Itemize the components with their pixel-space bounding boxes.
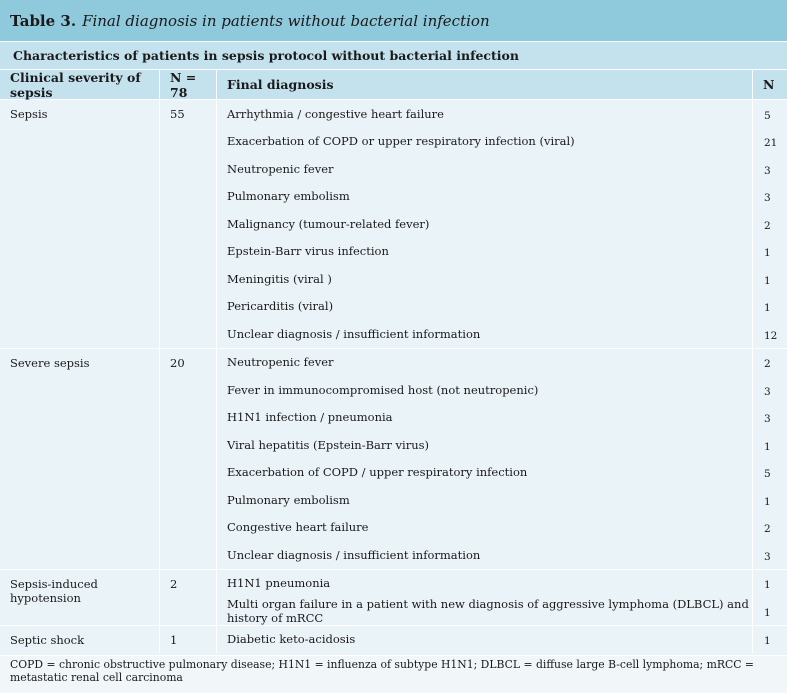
diagnosis-list <box>217 349 787 569</box>
diagnosis-cell: Unclear diagnosis / insufficient information <box>217 541 753 569</box>
severity-cell: Septic shock <box>0 626 160 654</box>
count-cell: 55 <box>160 100 217 348</box>
n-cell: 1 <box>764 440 771 453</box>
diagnosis-cell: Meningitis (viral ) <box>217 265 753 293</box>
n-cell: 2 <box>764 358 771 371</box>
n-cell: 3 <box>764 413 771 426</box>
diagnosis-cell: Arrhythmia / congestive heart failure <box>217 100 753 128</box>
diagnosis-cell: Exacerbation of COPD or upper respiratory infection (viral) <box>217 128 753 156</box>
table-row <box>217 238 787 266</box>
table-row <box>217 155 787 183</box>
n-cell: 2 <box>764 523 771 536</box>
column-header-diagnosis: Final diagnosis <box>217 70 753 99</box>
table-row <box>217 376 787 404</box>
diagnosis-cell: Pulmonary embolism <box>217 486 753 514</box>
diagnosis-cell: Neutropenic fever <box>217 349 753 377</box>
column-header-n-total: N = 78 <box>160 70 217 99</box>
n-cell: 2 <box>764 219 771 232</box>
column-header-severity: Clinical severity of sepsis <box>0 70 160 99</box>
diagnosis-cell: Unclear diagnosis / insufficient information <box>217 320 753 348</box>
diagnosis-list <box>217 626 787 654</box>
severity-cell: Severe sepsis <box>0 349 160 569</box>
table-row <box>217 210 787 238</box>
n-cell: 1 <box>764 635 771 648</box>
table-row <box>217 514 787 542</box>
table-row <box>217 349 787 377</box>
table-row <box>217 100 787 128</box>
table-row <box>217 404 787 432</box>
n-cell: 12 <box>764 329 778 342</box>
severity-group <box>0 348 787 569</box>
diagnosis-cell: Epstein-Barr virus infection <box>217 238 753 266</box>
severity-group <box>0 569 787 625</box>
severity-group <box>0 99 787 348</box>
table-row <box>217 626 787 654</box>
diagnosis-cell: Fever in immunocompromised host (not neutropenic) <box>217 376 753 404</box>
table-row <box>217 541 787 569</box>
diagnosis-list <box>217 100 787 348</box>
diagnosis-cell: Diabetic keto-acidosis <box>217 626 753 654</box>
table-row <box>217 128 787 156</box>
table-row <box>217 570 787 598</box>
n-cell: 3 <box>764 385 771 398</box>
table-title: Final diagnosis in patients without bacterial infection <box>82 11 490 30</box>
n-cell: 5 <box>764 109 771 122</box>
n-cell: 1 <box>764 302 771 315</box>
column-header-row <box>0 69 787 99</box>
count-cell: 2 <box>160 570 217 625</box>
severity-cell: Sepsis-induced hypotension <box>0 570 160 625</box>
table-row <box>217 597 787 625</box>
n-cell: 1 <box>764 495 771 508</box>
diagnosis-cell: H1N1 pneumonia <box>217 570 753 598</box>
table-row <box>217 486 787 514</box>
severity-cell: Sepsis <box>0 100 160 348</box>
table-row <box>217 431 787 459</box>
diagnosis-cell: Congestive heart failure <box>217 514 753 542</box>
table-body <box>0 99 787 653</box>
count-cell: 1 <box>160 626 217 654</box>
diagnosis-cell: H1N1 infection / pneumonia <box>217 404 753 432</box>
diagnosis-cell: Pulmonary embolism <box>217 183 753 211</box>
diagnosis-cell: Malignancy (tumour-related fever) <box>217 210 753 238</box>
table-row <box>217 293 787 321</box>
n-cell: 3 <box>764 192 771 205</box>
table-footnote: COPD = chronic obstructive pulmonary disease; H1N1 = influenza of subtype H1N1; DLBCL = diffuse large B-cell lymphoma; mRCC = metastatic renal cell carcinoma <box>0 655 787 693</box>
table-subheading: Characteristics of patients in sepsis protocol without bacterial infection <box>0 41 787 69</box>
diagnosis-cell: Multi organ failure in a patient with new diagnosis of aggressive lymphoma (DLBCL) and history of mRCC <box>217 597 753 625</box>
table-label: Table 3. <box>10 11 77 30</box>
diagnosis-cell: Pericarditis (viral) <box>217 293 753 321</box>
n-cell: 1 <box>764 274 771 287</box>
diagnosis-list <box>217 570 787 625</box>
table-row <box>217 265 787 293</box>
n-cell: 21 <box>764 137 778 150</box>
n-cell: 3 <box>764 550 771 563</box>
column-header-n: N <box>763 77 775 92</box>
table-row <box>217 459 787 487</box>
n-cell: 1 <box>764 247 771 260</box>
n-cell: 1 <box>764 579 771 592</box>
table-caption <box>0 0 787 41</box>
table-row <box>217 183 787 211</box>
diagnosis-cell: Viral hepatitis (Epstein-Barr virus) <box>217 431 753 459</box>
n-cell: 5 <box>764 468 771 481</box>
n-cell: 1 <box>764 606 771 619</box>
diagnosis-cell: Exacerbation of COPD / upper respiratory infection <box>217 459 753 487</box>
n-cell: 3 <box>764 164 771 177</box>
diagnosis-cell: Neutropenic fever <box>217 155 753 183</box>
severity-group <box>0 625 787 654</box>
table-row <box>217 320 787 348</box>
count-cell: 20 <box>160 349 217 569</box>
